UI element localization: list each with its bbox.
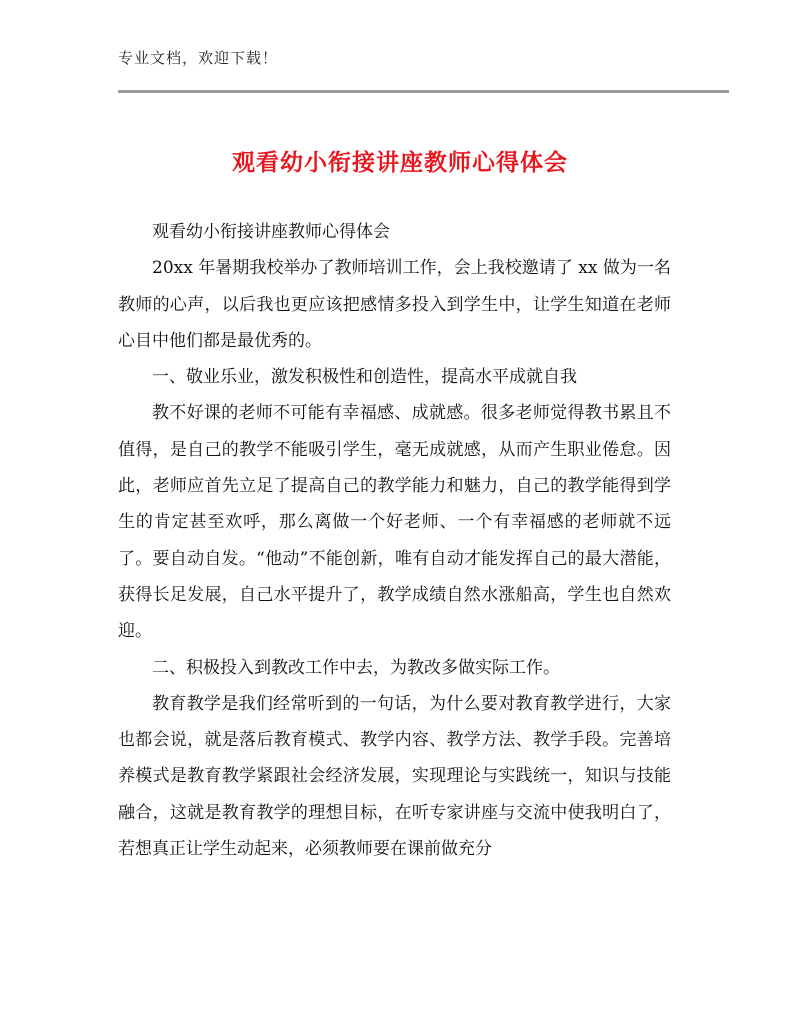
page-header-text: 专业文档，欢迎下载！ [118, 49, 279, 67]
document-title: 观看幼小衔接讲座教师心得体会 [232, 150, 568, 176]
paragraph-section-2: 教育教学是我们经常听到的一句话，为什么要对教育教学进行，大家也都会说，就是落后教育模式、教学内容、教学方法、教学手段。完善培养模式是教育教学紧跟社会经济发展，实现理论与实践统一，知识与技能融合，这就是教育教学的理想目标，在听专家讲座与交流中使我明白了，若想真正让学生动起来，必须教师要在课前做充分 [118, 693, 671, 860]
paragraph-section-1: 教不好课的老师不可能有幸福感、成就感。很多老师觉得教书累且不值得，是自己的教学不能吸引学生，毫无成就感，从而产生职业倦怠。因此，老师应首先立足了提高自己的教学能力和魅力，自己的教学能得到学生的肯定甚至欢呼，那么离做一个好老师、一个有幸福感的老师就不远了。要自动自发。“他动”不能创新，唯有自动才能发挥自己的最大潜能，获得长足发展，自己水平提升了，教学成绩自然水涨船高，学生也自然欢迎。 [118, 403, 671, 642]
section-heading-1: 一、敬业乐业，激发积极性和创造性，提高水平成就自我 [152, 367, 577, 388]
header-divider [118, 90, 729, 93]
document-body [118, 214, 671, 867]
paragraph-intro: 20xx 年暑期我校举办了教师培训工作，会上我校邀请了 xx 做为一名教师的心声，以后我也更应该把感情多投入到学生中，让学生知道在老师心目中他们都是最优秀的。 [118, 258, 671, 351]
section-heading-2: 二、积极投入到教改工作中去，为教改多做实际工作。 [152, 657, 560, 678]
document-subtitle: 观看幼小衔接讲座教师心得体会 [152, 222, 390, 242]
